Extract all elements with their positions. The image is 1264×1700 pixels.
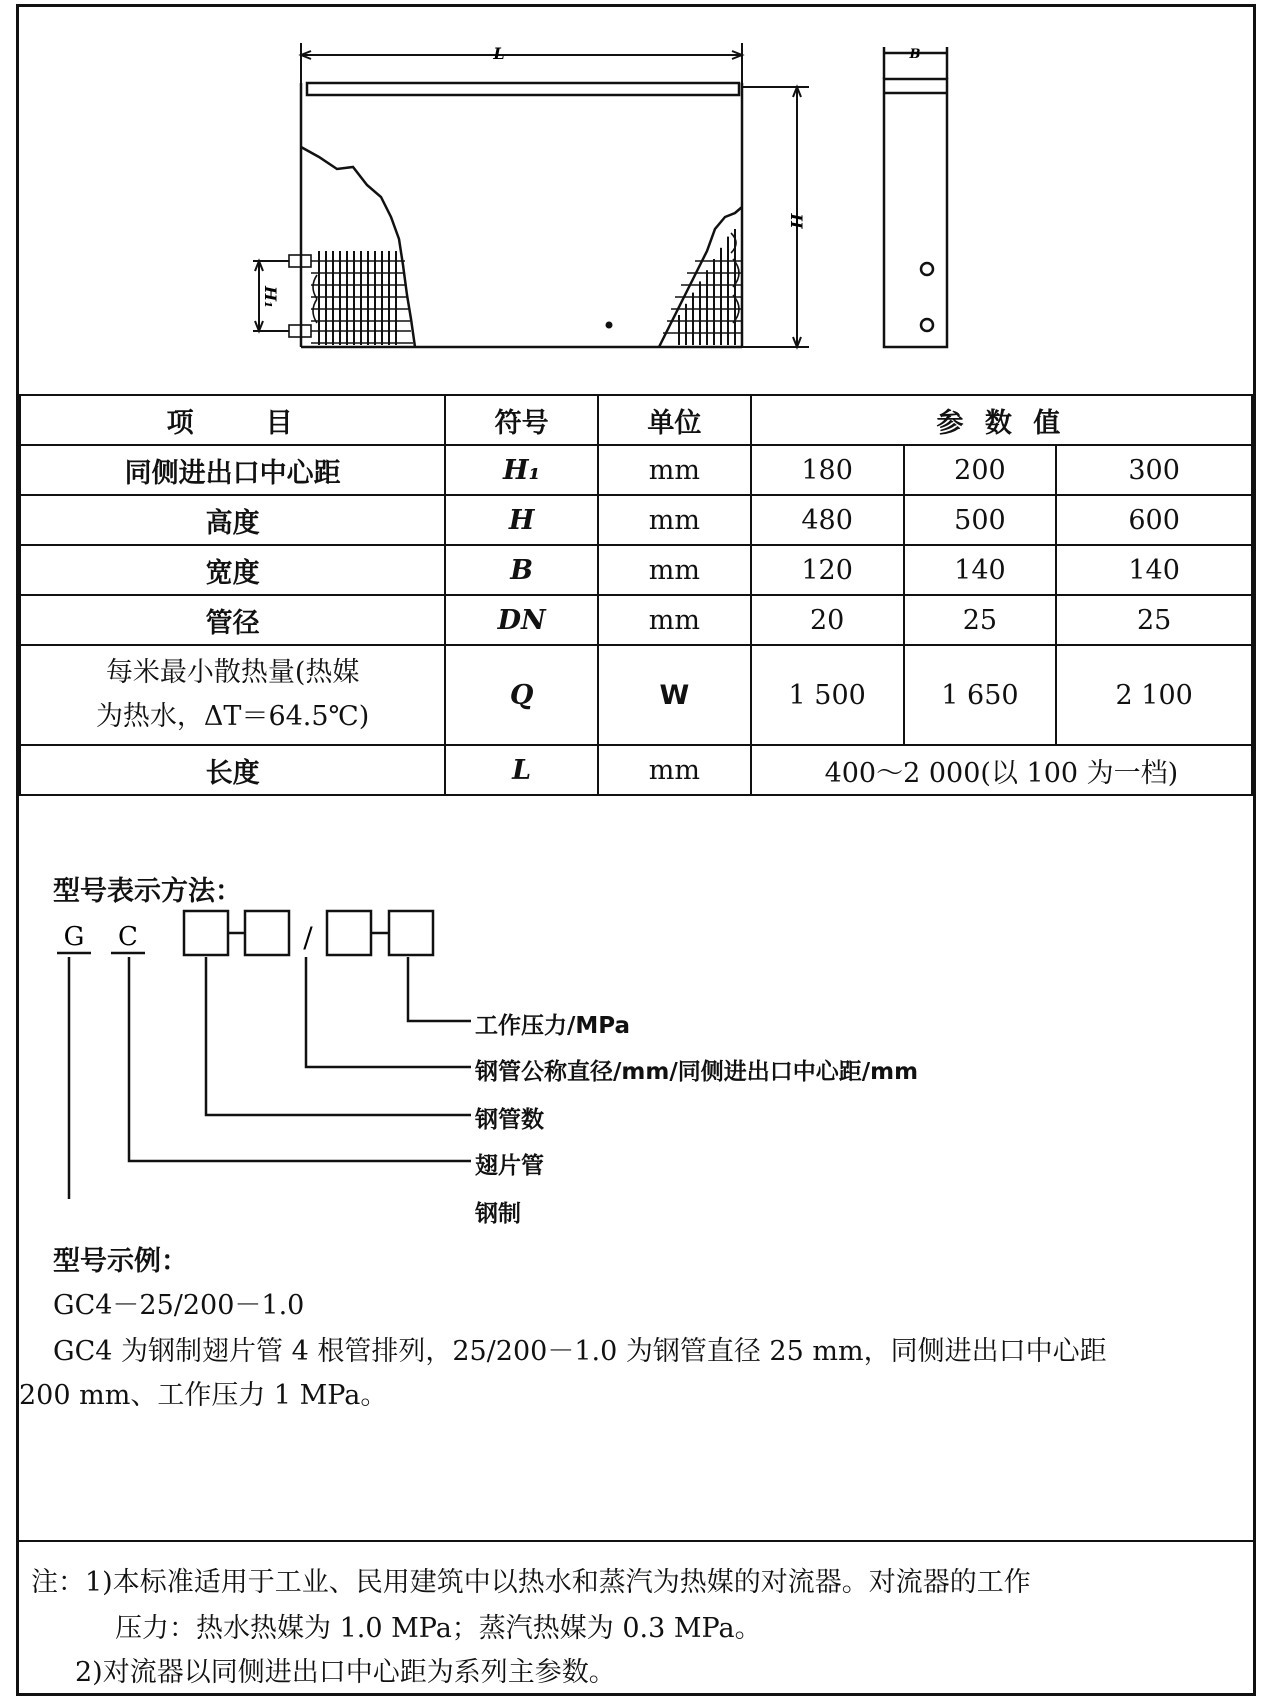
dim-H1-label: H₁: [261, 285, 280, 309]
notes-section: [19, 1540, 1253, 1695]
label-pressure: 工作压力/MPa: [475, 1013, 631, 1039]
model-title: 型号表示方法：: [53, 876, 242, 907]
label-diameter: 钢管公称直径/mm/同侧进出口中心距/mm: [475, 1059, 919, 1085]
row-value: 2 100: [1056, 645, 1252, 745]
row-value: 20: [751, 595, 904, 645]
row-unit: mm: [598, 745, 751, 795]
row-item: 长度: [20, 745, 445, 795]
row-item: 宽度: [20, 545, 445, 595]
row-symbol: H: [445, 495, 598, 545]
spec-table: [19, 394, 1253, 796]
row-value: 25: [1056, 595, 1252, 645]
row-value: 140: [1056, 545, 1252, 595]
row-unit: mm: [598, 545, 751, 595]
letter-g: G: [63, 922, 85, 952]
row-symbol: H₁: [445, 445, 598, 495]
row-value: 1 500: [751, 645, 904, 745]
dim-L: [301, 43, 742, 87]
header-unit: 单位: [598, 395, 751, 445]
row-value: 180: [751, 445, 904, 495]
code-slash: /: [303, 921, 313, 954]
table-row: [20, 745, 1252, 795]
row-value: 25: [904, 595, 1057, 645]
label-fin-tube: 翅片管: [475, 1153, 544, 1179]
header-symbol: 符号: [445, 395, 598, 445]
row-value: 480: [751, 495, 904, 545]
row-symbol: DN: [445, 595, 598, 645]
example-desc-line1: GC4 为钢制翅片管 4 根管排列，25/200－1.0 为钢管直径 25 mm，同侧进出口中心距: [53, 1336, 1107, 1367]
row-item: 管径: [20, 595, 445, 645]
row-item: [20, 645, 445, 745]
convector-drawing: [19, 7, 1253, 395]
label-steel: 钢制: [475, 1201, 521, 1227]
row-value-span: 400～2 000(以 100 为一档): [751, 745, 1252, 795]
note2: 2)对流器以同侧进出口中心距为系列主参数。: [75, 1657, 616, 1688]
document-frame: [16, 4, 1256, 1696]
table-row: [20, 445, 1252, 495]
letter-c: C: [118, 922, 138, 952]
model-designation: [19, 799, 1253, 1534]
fin-tube-left: [289, 255, 413, 343]
model-code-diagram: [19, 799, 1253, 1199]
table-header-row: [20, 395, 1252, 445]
example-title: 型号示例：: [53, 1246, 188, 1277]
note1-line2: 压力：热水热媒为 1.0 MPa；蒸汽热媒为 0.3 MPa。: [115, 1613, 762, 1644]
row-item: 高度: [20, 495, 445, 545]
row-value: 120: [751, 545, 904, 595]
label-tube-count: 钢管数: [475, 1107, 544, 1133]
row-symbol: B: [445, 545, 598, 595]
row-symbol: L: [445, 745, 598, 795]
fin-lines-right: [679, 229, 735, 345]
row-unit: W: [598, 645, 751, 745]
dim-H-label: H: [787, 213, 806, 229]
header-values: 参 数 值: [751, 395, 1252, 445]
row-unit: mm: [598, 595, 751, 645]
dim-B-label: B: [909, 47, 921, 62]
convector-side-view: [884, 47, 947, 347]
row-value: 600: [1056, 495, 1252, 545]
table-row: [20, 545, 1252, 595]
row-unit: mm: [598, 495, 751, 545]
row-item-line1: 每米最小散热量(热媒: [105, 657, 360, 688]
row-value: 500: [904, 495, 1057, 545]
row-symbol: Q: [445, 645, 598, 745]
dim-L-label: L: [493, 44, 505, 63]
note1-line1: 注：1)本标准适用于工业、民用建筑中以热水和蒸汽为热媒的对流器。对流器的工作: [31, 1567, 1031, 1598]
example-desc-line2: 200 mm、工作压力 1 MPa。: [19, 1380, 388, 1411]
header-item: 项 目: [20, 395, 445, 445]
row-value: 300: [1056, 445, 1252, 495]
table-row: [20, 495, 1252, 545]
row-item-line2: 为热水，ΔT＝64.5℃): [95, 701, 370, 732]
row-unit: mm: [598, 445, 751, 495]
row-value: 200: [904, 445, 1057, 495]
row-value: 1 650: [904, 645, 1057, 745]
row-value: 140: [904, 545, 1057, 595]
mark-dot: [606, 322, 613, 329]
example-code: GC4－25/200－1.0: [53, 1290, 305, 1321]
row-item: 同侧进出口中心距: [20, 445, 445, 495]
table-row: [20, 645, 1252, 745]
table-row: [20, 595, 1252, 645]
